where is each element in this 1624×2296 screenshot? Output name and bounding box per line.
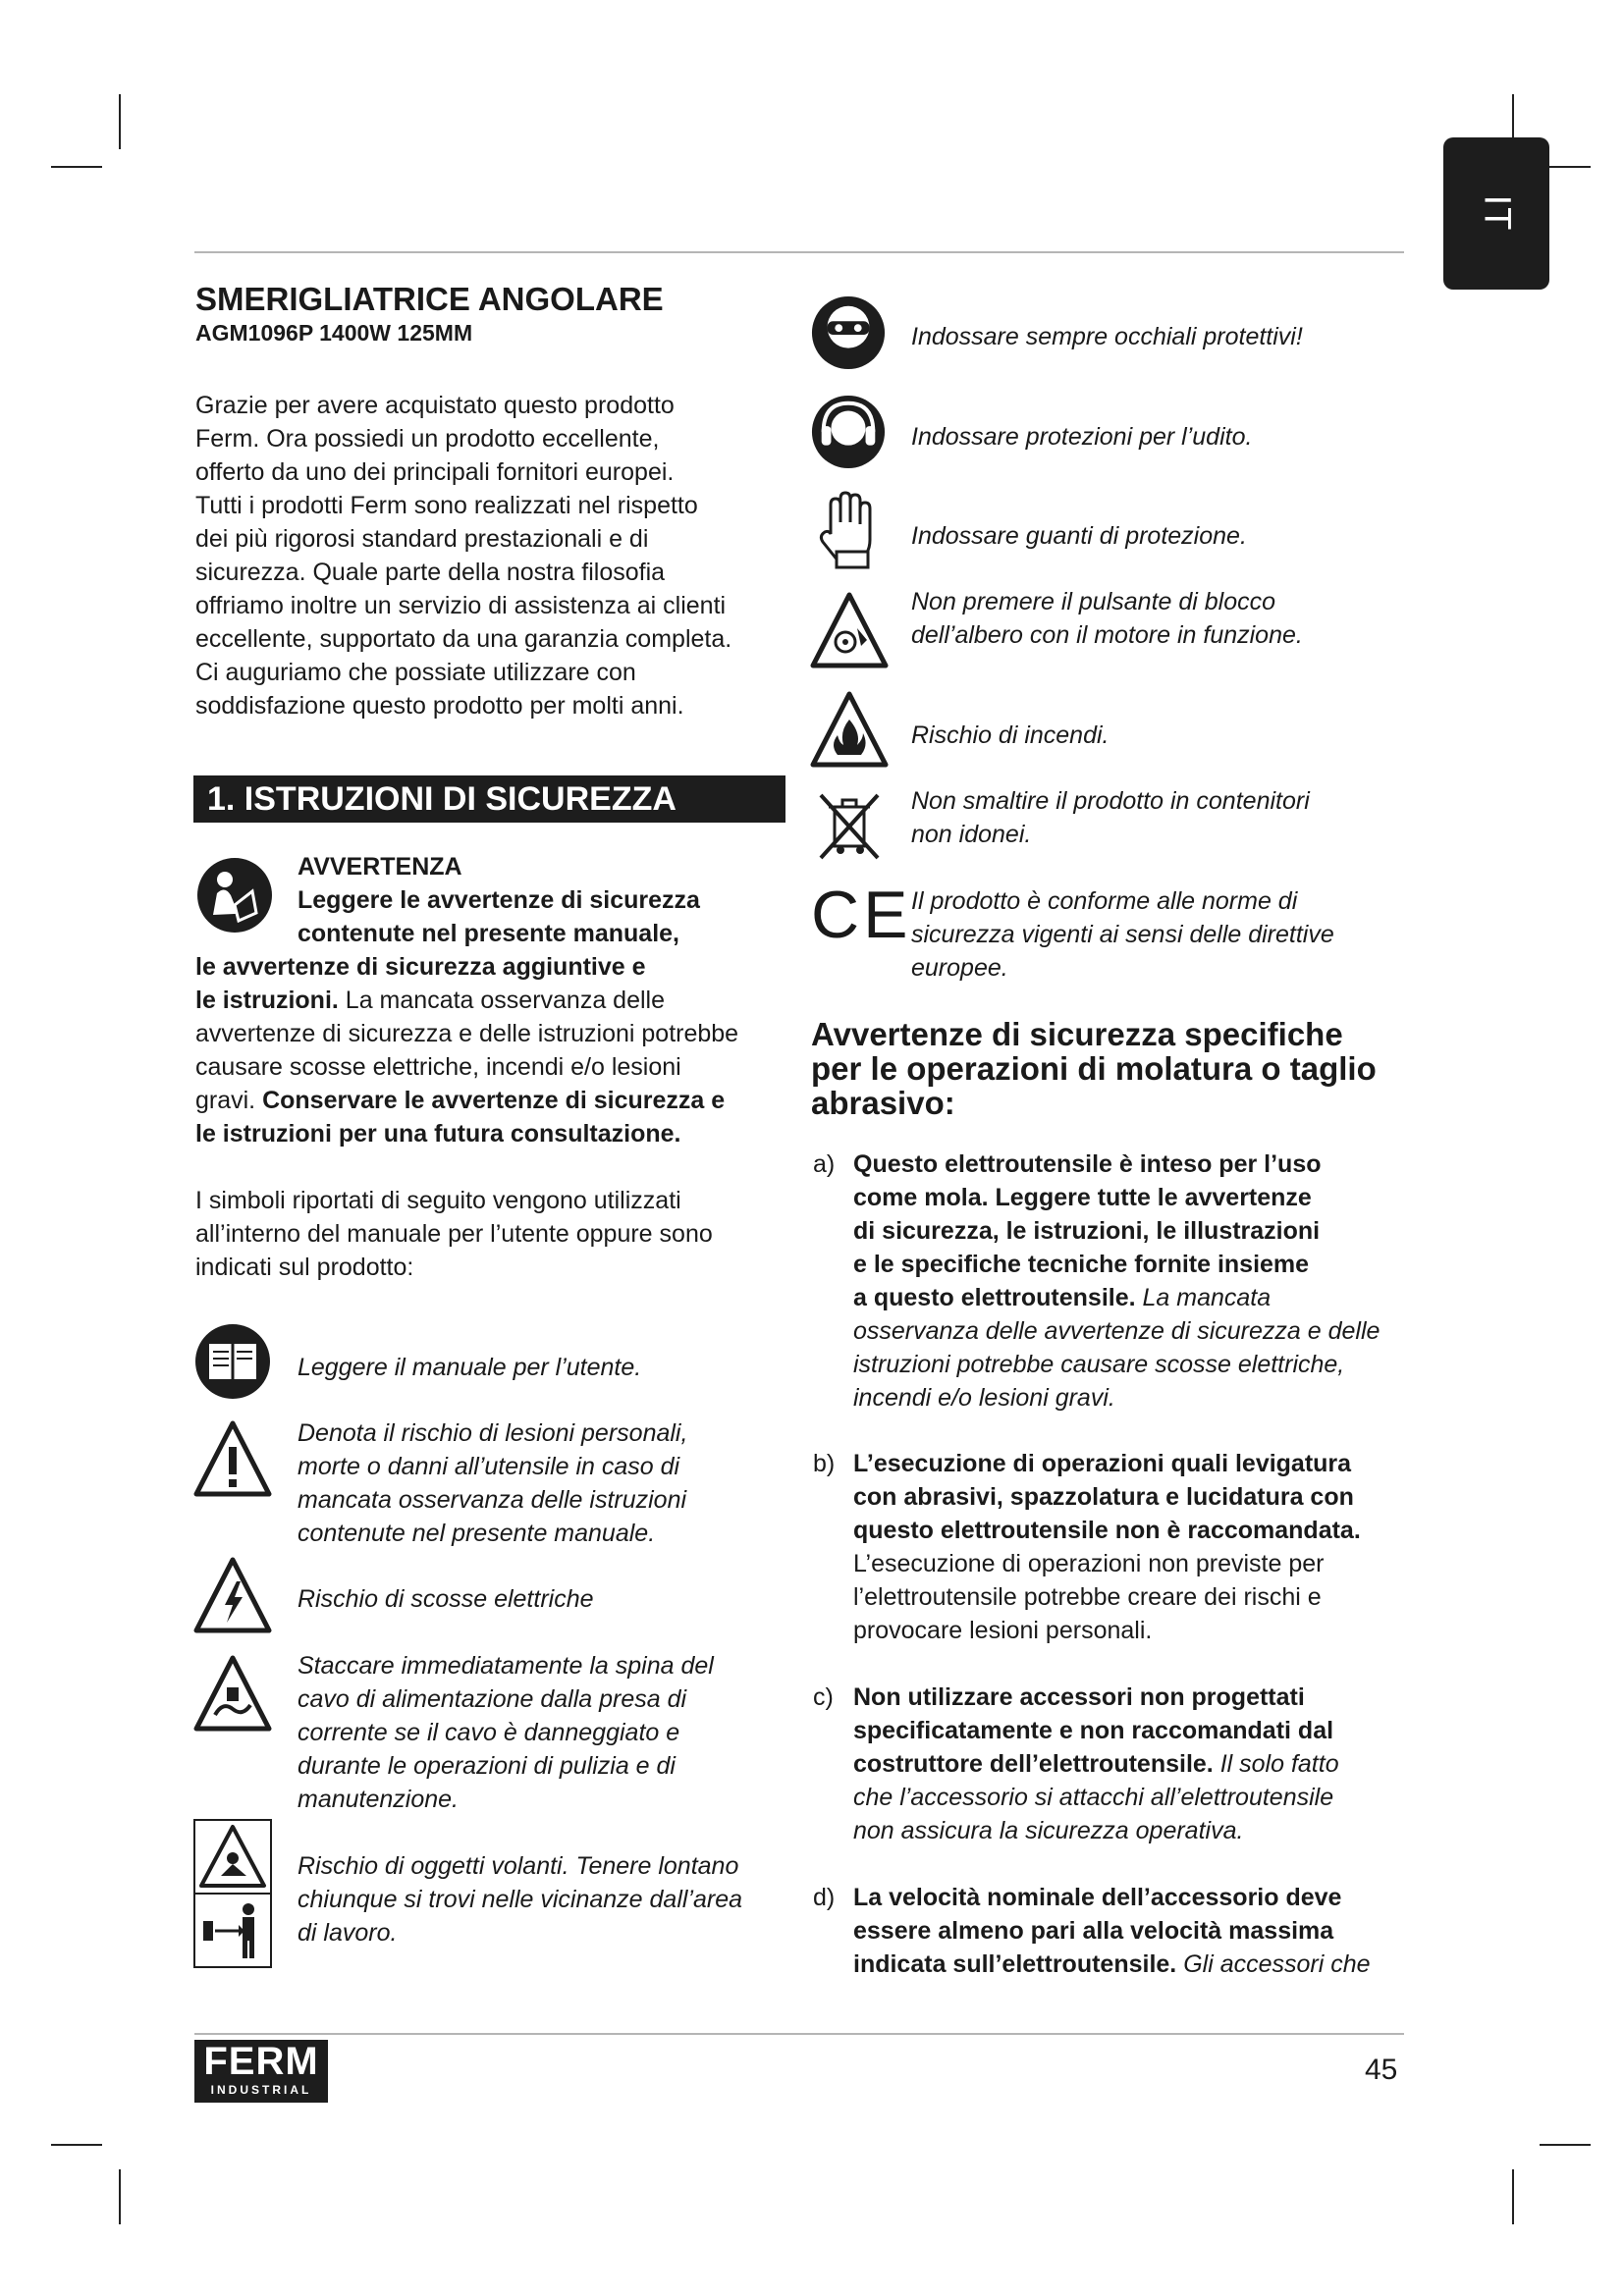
item-bold-line: di sicurezza, le istruzioni, le illustrazioni bbox=[853, 1217, 1321, 1245]
symbol-text: durante le operazioni di pulizia e di bbox=[298, 1752, 676, 1780]
crop-mark bbox=[1512, 2169, 1514, 2224]
warning-bold-line: le istruzioni per una futura consultazione. bbox=[195, 1120, 681, 1148]
item-bold-line: Questo elettroutensile è inteso per l’uso bbox=[853, 1150, 1322, 1178]
symbol-text: Rischio di oggetti volanti. Tenere lontano bbox=[298, 1852, 739, 1880]
crossed-bin-icon bbox=[815, 789, 884, 865]
header-rule bbox=[194, 251, 1404, 253]
crop-mark bbox=[1540, 2144, 1591, 2146]
symbol-text: Staccare immediatamente la spina del bbox=[298, 1652, 714, 1680]
warning-text-line: gravi. bbox=[195, 1087, 256, 1114]
item-italic-line: incendi e/o lesioni gravi. bbox=[853, 1384, 1115, 1412]
logo-subtitle: INDUSTRIAL bbox=[210, 2083, 312, 2097]
item-italic-line: non assicura la sicurezza operativa. bbox=[853, 1817, 1244, 1844]
symbol-text: Il prodotto è conforme alle norme di bbox=[911, 887, 1298, 915]
symbol-text: Rischio di incendi. bbox=[911, 721, 1110, 749]
symbol-text: Indossare sempre occhiali protettivi! bbox=[911, 323, 1303, 350]
symbol-text-block bbox=[911, 884, 1334, 985]
page-number: 45 bbox=[1365, 2054, 1398, 2086]
warning-heading: AVVERTENZA bbox=[298, 853, 462, 881]
symbol-text: Non premere il pulsante di blocco bbox=[911, 588, 1276, 615]
intro-line: offriamo inoltre un servizio di assistenza ai clienti bbox=[195, 592, 727, 619]
item-bold-line: come mola. Leggere tutte le avvertenze bbox=[853, 1184, 1312, 1211]
intro-line: Grazie per avere acquistato questo prodotto bbox=[195, 392, 675, 419]
symbol-text: manutenzione. bbox=[298, 1786, 460, 1813]
intro-line: dei più rigorosi standard prestazionali e di bbox=[195, 525, 649, 553]
item-italic-line: osservanza delle avvertenze di sicurezza e delle bbox=[853, 1317, 1380, 1345]
intro-line: Tutti i prodotti Ferm sono realizzati nel rispetto bbox=[195, 492, 698, 519]
intro-paragraph bbox=[195, 389, 785, 722]
warning-text-line: causare scosse elettriche, incendi e/o lesioni bbox=[195, 1053, 681, 1081]
specific-heading-line: Avvertenze di sicurezza specifiche bbox=[811, 1016, 1343, 1052]
warning-bold-line: Leggere le avvertenze di sicurezza bbox=[298, 886, 700, 914]
symbol-text: non idonei. bbox=[911, 821, 1032, 848]
warning-text-line: La mancata osservanza delle bbox=[338, 987, 666, 1014]
symbol-text-block bbox=[298, 1416, 687, 1550]
crop-mark bbox=[119, 2169, 121, 2224]
item-bold-line: a questo elettroutensile. bbox=[853, 1284, 1136, 1311]
specific-heading-line: per le operazioni di molatura o taglio bbox=[811, 1050, 1377, 1087]
model-subtitle: AGM1096P 1400W 125MM bbox=[195, 320, 473, 346]
list-item-c bbox=[813, 1681, 1412, 1847]
symbol-text: Indossare guanti di protezione. bbox=[911, 522, 1247, 550]
item-bold-line: indicata sull’elettroutensile. bbox=[853, 1950, 1177, 1978]
symbol-text: Rischio di scosse elettriche bbox=[298, 1585, 594, 1613]
list-item-d bbox=[813, 1881, 1412, 1981]
symbol-text-block bbox=[911, 585, 1303, 652]
specific-heading-line: abrasivo: bbox=[811, 1085, 955, 1121]
intro-line: sicurezza. Quale parte della nostra filosofia bbox=[195, 559, 666, 586]
ear-protection-icon bbox=[810, 394, 887, 475]
list-item-a bbox=[813, 1148, 1412, 1415]
item-text-line: provocare lesioni personali. bbox=[853, 1617, 1153, 1644]
item-italic-line: istruzioni potrebbe causare scosse elettriche, bbox=[853, 1351, 1345, 1378]
ferm-logo bbox=[194, 2040, 328, 2103]
warning-bold-line: contenute nel presente manuale, bbox=[298, 920, 679, 947]
item-bold-line: e le specifiche tecniche fornite insieme bbox=[853, 1251, 1310, 1278]
crop-mark bbox=[51, 2144, 102, 2146]
symbol-text: chiunque si trovi nelle vicinanze dall’area bbox=[298, 1886, 743, 1913]
flying-objects-icon bbox=[193, 1819, 272, 1973]
item-text-line: L’esecuzione di operazioni non previste per bbox=[853, 1550, 1325, 1577]
unplug-icon bbox=[193, 1654, 272, 1737]
item-italic-line: Gli accessori che bbox=[1176, 1950, 1371, 1978]
intro-line: Ferm. Ora possiedi un prodotto eccellente, bbox=[195, 425, 660, 453]
list-item-label: c) bbox=[813, 1683, 834, 1711]
item-bold-line: Non utilizzare accessori non progettati bbox=[853, 1683, 1305, 1711]
page-title: SMERIGLIATRICE ANGOLARE bbox=[195, 281, 664, 317]
list-item-b bbox=[813, 1447, 1412, 1647]
symbol-text: Non smaltire il prodotto in contenitori bbox=[911, 787, 1310, 815]
warning-bold-line: le istruzioni. bbox=[195, 987, 339, 1014]
safety-goggles-icon bbox=[810, 294, 887, 376]
symbol-text: mancata osservanza delle istruzioni bbox=[298, 1486, 687, 1514]
intro-line: offerto da uno dei principali fornitori europei. bbox=[195, 458, 675, 486]
symbols-intro-line: indicati sul prodotto: bbox=[195, 1254, 414, 1281]
read-manual-icon bbox=[193, 1322, 272, 1406]
symbol-text: Denota il rischio di lesioni personali, bbox=[298, 1419, 688, 1447]
item-bold-line: L’esecuzione di operazioni quali levigatura bbox=[853, 1450, 1352, 1477]
intro-line: eccellente, supportato da una garanzia completa. bbox=[195, 625, 732, 653]
symbol-text-block bbox=[298, 1649, 714, 1816]
symbols-intro bbox=[195, 1184, 794, 1284]
symbol-text: europee. bbox=[911, 954, 1008, 982]
electric-shock-icon bbox=[193, 1556, 272, 1639]
spindle-lock-icon bbox=[810, 591, 889, 674]
footer-rule bbox=[194, 2033, 1404, 2035]
list-item-label: d) bbox=[813, 1884, 836, 1911]
list-item-label: a) bbox=[813, 1150, 836, 1178]
symbol-text: corrente se il cavo è danneggiato e bbox=[298, 1719, 680, 1746]
symbol-text-block bbox=[911, 784, 1310, 851]
crop-mark bbox=[51, 166, 102, 168]
warning-bold-line: Conservare le avvertenze di sicurezza e bbox=[255, 1087, 726, 1114]
warning-text-block bbox=[195, 950, 794, 1150]
symbols-intro-line: I simboli riportati di seguito vengono utilizzati bbox=[195, 1187, 681, 1214]
symbols-intro-line: all’interno del manuale per l’utente oppure sono bbox=[195, 1220, 713, 1248]
gloves-icon bbox=[817, 491, 882, 576]
symbol-text: contenute nel presente manuale. bbox=[298, 1520, 656, 1547]
crop-mark bbox=[119, 94, 121, 149]
warning-triangle-icon bbox=[193, 1419, 272, 1503]
symbol-text: di lavoro. bbox=[298, 1919, 398, 1947]
read-manual-warning-icon bbox=[195, 856, 274, 934]
item-bold-line: costruttore dell’elettroutensile. bbox=[853, 1750, 1214, 1778]
symbol-text: sicurezza vigenti ai sensi delle direttive bbox=[911, 921, 1334, 948]
symbol-text-block bbox=[298, 1849, 742, 1949]
list-item-label: b) bbox=[813, 1450, 836, 1477]
intro-line: Ci auguriamo che possiate utilizzare con bbox=[195, 659, 636, 686]
section-heading bbox=[193, 775, 785, 823]
specific-heading bbox=[811, 1017, 1410, 1120]
symbol-text: cavo di alimentazione dalla presa di bbox=[298, 1685, 687, 1713]
item-bold-line: specificatamente e non raccomandati dal bbox=[853, 1717, 1334, 1744]
section-title: 1. ISTRUZIONI DI SICUREZZA bbox=[207, 779, 677, 818]
language-tab bbox=[1443, 137, 1549, 290]
symbol-text: Leggere il manuale per l’utente. bbox=[298, 1354, 642, 1381]
warning-heading-block bbox=[298, 850, 788, 950]
item-italic-line: che l’accessorio si attacchi all’elettroutensile bbox=[853, 1784, 1334, 1811]
warning-bold-line: le avvertenze di sicurezza aggiuntive e bbox=[195, 953, 646, 981]
fire-icon bbox=[810, 690, 889, 774]
language-tab-label: IT bbox=[1476, 194, 1518, 233]
logo-brand: FERM bbox=[203, 2040, 319, 2083]
item-bold-line: La velocità nominale dell’accessorio deve bbox=[853, 1884, 1342, 1911]
item-text-line: l’elettroutensile potrebbe creare dei rischi e bbox=[853, 1583, 1322, 1611]
left-column bbox=[195, 281, 785, 347]
symbol-text: dell’albero con il motore in funzione. bbox=[911, 621, 1303, 649]
item-italic-line: Il solo fatto bbox=[1213, 1750, 1339, 1778]
symbol-text: morte o danni all’utensile in caso di bbox=[298, 1453, 680, 1480]
item-bold-line: questo elettroutensile non è raccomandata. bbox=[853, 1517, 1361, 1544]
symbol-text: Indossare protezioni per l’udito. bbox=[911, 423, 1253, 451]
item-italic-line: La mancata bbox=[1135, 1284, 1272, 1311]
item-bold-line: essere almeno pari alla velocità massima bbox=[853, 1917, 1334, 1945]
item-bold-line: con abrasivi, spazzolatura e lucidatura con bbox=[853, 1483, 1354, 1511]
ce-mark-icon: CE bbox=[811, 878, 912, 952]
warning-text-line: avvertenze di sicurezza e delle istruzioni potrebbe bbox=[195, 1020, 739, 1047]
intro-line: soddisfazione questo prodotto per molti anni. bbox=[195, 692, 684, 720]
